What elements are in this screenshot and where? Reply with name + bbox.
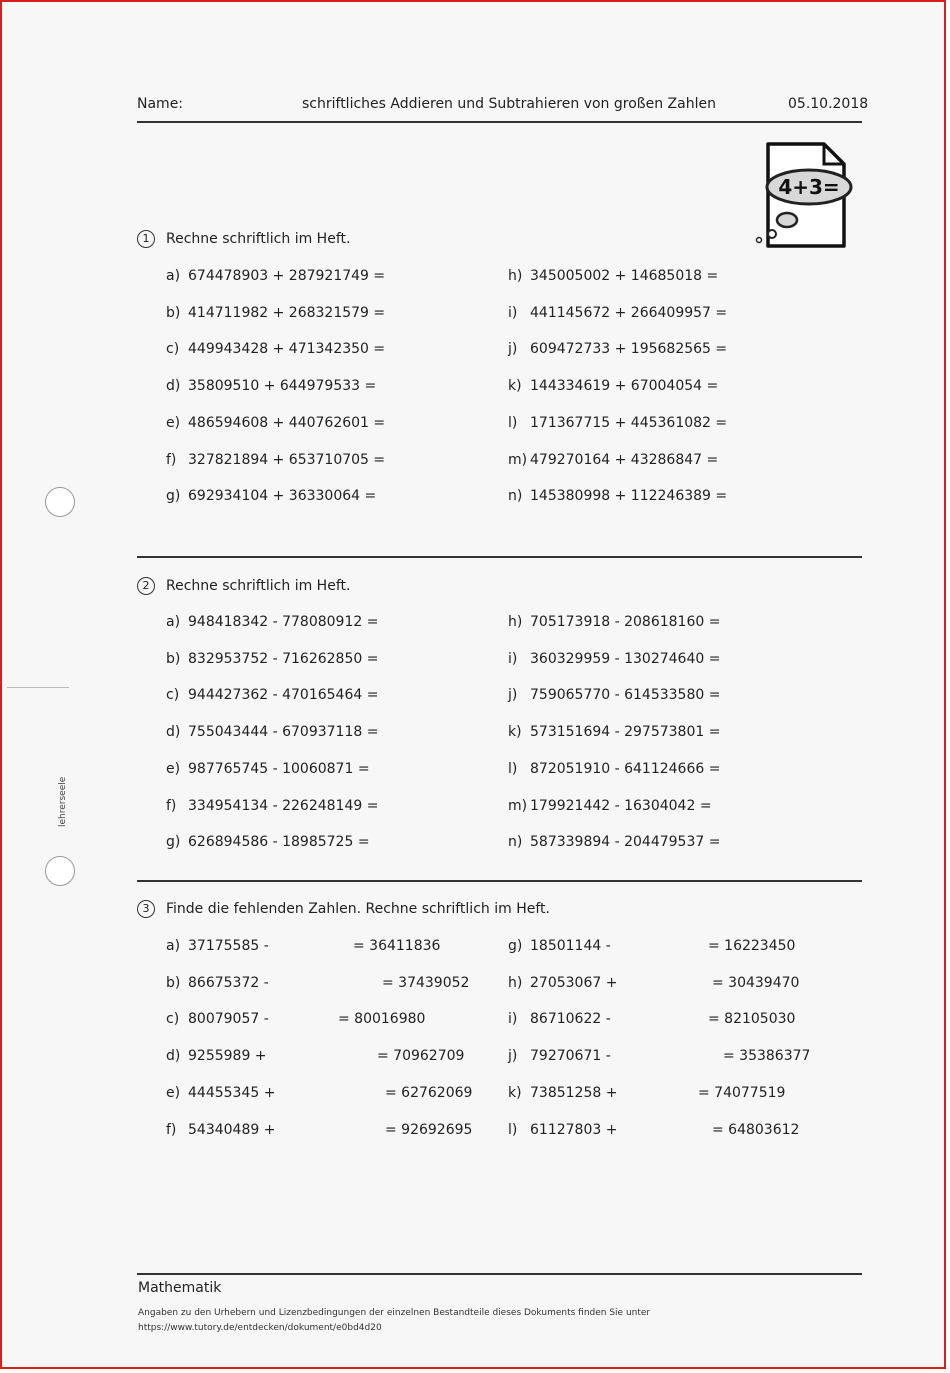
problem-expression: 73851258 + xyxy=(530,1085,618,1101)
task3-problem-right xyxy=(508,1122,617,1138)
problem-expression: 441145672 + 266409957 = xyxy=(530,305,728,321)
problem-result: = 82105030 xyxy=(708,1011,796,1027)
problem-label: m) xyxy=(508,452,528,468)
task-1-heading xyxy=(137,230,350,248)
problem-result: = 92692695 xyxy=(385,1122,473,1138)
footer-subject: Mathematik xyxy=(138,1280,222,1296)
task2-problem-left xyxy=(166,614,378,630)
problem-label: i) xyxy=(508,305,518,321)
problem-label: j) xyxy=(508,1048,518,1064)
problem-expression: 345005002 + 14685018 = xyxy=(530,268,719,284)
problem-expression: 54340489 + xyxy=(188,1122,276,1138)
task1-problem-left xyxy=(166,488,376,504)
problem-expression: 144334619 + 67004054 = xyxy=(530,378,719,394)
footer-rule xyxy=(137,1273,862,1275)
problem-label: n) xyxy=(508,834,523,850)
task3-problem-left xyxy=(166,975,269,991)
problem-result: = 74077519 xyxy=(698,1085,786,1101)
problem-result: = 80016980 xyxy=(338,1011,426,1027)
problem-label: l) xyxy=(508,1122,518,1138)
binder-hole-bottom xyxy=(45,856,75,886)
task3-problem-left xyxy=(166,938,269,954)
task1-problem-left xyxy=(166,452,385,468)
task1-problem-right xyxy=(508,415,727,431)
task3-problem-right xyxy=(508,975,617,991)
problem-expression: 948418342 - 778080912 = xyxy=(188,614,379,630)
task2-problem-left xyxy=(166,761,370,777)
task1-problem-right xyxy=(508,488,727,504)
task2-problem-right xyxy=(508,724,720,740)
problem-expression: 609472733 + 195682565 = xyxy=(530,341,728,357)
problem-label: b) xyxy=(166,975,181,991)
task1-problem-left xyxy=(166,415,385,431)
problem-label: j) xyxy=(508,341,518,357)
task-2-number: 2 xyxy=(137,577,155,595)
problem-expression: 414711982 + 268321579 = xyxy=(188,305,386,321)
problem-result: = 70962709 xyxy=(377,1048,465,1064)
problem-label: d) xyxy=(166,724,181,740)
problem-expression: 44455345 + xyxy=(188,1085,276,1101)
problem-result: = 62762069 xyxy=(385,1085,473,1101)
task-1-number: 1 xyxy=(137,230,155,248)
task3-problem-right xyxy=(508,938,611,954)
problem-label: f) xyxy=(166,798,177,814)
problem-expression: 334954134 - 226248149 = xyxy=(188,798,379,814)
problem-expression: 27053067 + xyxy=(530,975,618,991)
task1-problem-right xyxy=(508,305,727,321)
problem-label: a) xyxy=(166,268,181,284)
name-label: Name: xyxy=(137,96,184,112)
problem-label: k) xyxy=(508,1085,522,1101)
problem-label: g) xyxy=(166,834,181,850)
problem-expression: 9255989 + xyxy=(188,1048,267,1064)
math-sheet-icon xyxy=(754,140,854,252)
task1-problem-left xyxy=(166,378,376,394)
problem-expression: 692934104 + 36330064 = xyxy=(188,488,377,504)
footer-license-url[interactable]: https://www.tutory.de/entdecken/dokument/e0bd4d20 xyxy=(138,1323,382,1333)
task2-problem-left xyxy=(166,798,378,814)
problem-label: f) xyxy=(166,452,177,468)
problem-label: i) xyxy=(508,1011,518,1027)
problem-label: c) xyxy=(166,1011,180,1027)
problem-result: = 36411836 xyxy=(353,938,441,954)
problem-label: d) xyxy=(166,1048,181,1064)
problem-expression: 86710622 - xyxy=(530,1011,611,1027)
problem-label: k) xyxy=(508,724,522,740)
problem-expression: 674478903 + 287921749 = xyxy=(188,268,386,284)
task-1-title: Rechne schriftlich im Heft. xyxy=(166,231,351,247)
problem-result: = 35386377 xyxy=(723,1048,811,1064)
problem-expression: 18501144 - xyxy=(530,938,611,954)
problem-label: h) xyxy=(508,614,523,630)
task3-problem-right xyxy=(508,1011,611,1027)
problem-result: = 64803612 xyxy=(712,1122,800,1138)
problem-label: e) xyxy=(166,415,181,431)
task2-problem-left xyxy=(166,687,378,703)
task2-problem-right xyxy=(508,798,712,814)
problem-expression: 327821894 + 653710705 = xyxy=(188,452,386,468)
problem-label: d) xyxy=(166,378,181,394)
problem-expression: 626894586 - 18985725 = xyxy=(188,834,370,850)
brand-sidebar: lehrerseele xyxy=(58,776,68,827)
problem-label: c) xyxy=(166,341,180,357)
problem-label: l) xyxy=(508,415,518,431)
problem-expression: 944427362 - 470165464 = xyxy=(188,687,379,703)
logo-text: 4+3= xyxy=(778,175,840,199)
problem-expression: 573151694 - 297573801 = xyxy=(530,724,721,740)
section-rule-1 xyxy=(137,556,862,558)
problem-expression: 755043444 - 670937118 = xyxy=(188,724,379,740)
header-rule xyxy=(137,121,862,123)
fold-mark xyxy=(7,687,69,688)
problem-label: e) xyxy=(166,1085,181,1101)
task2-problem-left xyxy=(166,724,378,740)
task2-problem-right xyxy=(508,834,720,850)
problem-expression: 479270164 + 43286847 = xyxy=(530,452,719,468)
task2-problem-right xyxy=(508,761,720,777)
problem-expression: 587339894 - 204479537 = xyxy=(530,834,721,850)
task-2-heading xyxy=(137,577,350,595)
task2-problem-right xyxy=(508,651,720,667)
problem-label: i) xyxy=(508,651,518,667)
problem-expression: 360329959 - 130274640 = xyxy=(530,651,721,667)
task1-problem-right xyxy=(508,452,718,468)
problem-expression: 80079057 - xyxy=(188,1011,269,1027)
problem-result: = 16223450 xyxy=(708,938,796,954)
problem-label: c) xyxy=(166,687,180,703)
task1-problem-right xyxy=(508,378,718,394)
worksheet-date: 05.10.2018 xyxy=(788,96,869,112)
problem-expression: 171367715 + 445361082 = xyxy=(530,415,728,431)
worksheet-title: schriftliches Addieren und Subtrahieren von großen Zahlen xyxy=(302,96,716,112)
problem-expression: 86675372 - xyxy=(188,975,269,991)
task-3-number: 3 xyxy=(137,900,155,918)
problem-label: e) xyxy=(166,761,181,777)
task3-problem-left xyxy=(166,1085,275,1101)
problem-expression: 61127803 + xyxy=(530,1122,618,1138)
task2-problem-left xyxy=(166,834,370,850)
problem-expression: 145380998 + 112246389 = xyxy=(530,488,728,504)
task2-problem-right xyxy=(508,687,720,703)
problem-label: j) xyxy=(508,687,518,703)
problem-result: = 30439470 xyxy=(712,975,800,991)
task2-problem-right xyxy=(508,614,720,630)
task-3-heading xyxy=(137,900,550,918)
task1-problem-right xyxy=(508,341,727,357)
problem-expression: 705173918 - 208618160 = xyxy=(530,614,721,630)
task1-problem-left xyxy=(166,268,385,284)
problem-expression: 37175585 - xyxy=(188,938,269,954)
task3-problem-left xyxy=(166,1011,269,1027)
footer-license-text: Angaben zu den Urhebern und Lizenzbedingungen der einzelnen Bestandteile dieses Dokuments finden Sie unter xyxy=(138,1308,651,1318)
task3-problem-right xyxy=(508,1085,617,1101)
problem-label: m) xyxy=(508,798,528,814)
problem-label: k) xyxy=(508,378,522,394)
section-rule-2 xyxy=(137,880,862,882)
task-2-title: Rechne schriftlich im Heft. xyxy=(166,578,351,594)
problem-expression: 179921442 - 16304042 = xyxy=(530,798,712,814)
problem-expression: 486594608 + 440762601 = xyxy=(188,415,386,431)
problem-expression: 872051910 - 641124666 = xyxy=(530,761,721,777)
problem-expression: 832953752 - 716262850 = xyxy=(188,651,379,667)
problem-label: h) xyxy=(508,268,523,284)
problem-label: n) xyxy=(508,488,523,504)
problem-expression: 987765745 - 10060871 = xyxy=(188,761,370,777)
problem-result: = 37439052 xyxy=(382,975,470,991)
task3-problem-left xyxy=(166,1048,267,1064)
problem-label: f) xyxy=(166,1122,177,1138)
task2-problem-left xyxy=(166,651,378,667)
problem-label: g) xyxy=(508,938,523,954)
task1-problem-right xyxy=(508,268,718,284)
problem-expression: 449943428 + 471342350 = xyxy=(188,341,386,357)
problem-expression: 35809510 + 644979533 = xyxy=(188,378,377,394)
task1-problem-left xyxy=(166,341,385,357)
problem-label: a) xyxy=(166,938,181,954)
problem-label: g) xyxy=(166,488,181,504)
footer-license-note xyxy=(138,1306,698,1336)
problem-label: b) xyxy=(166,305,181,321)
problem-label: l) xyxy=(508,761,518,777)
problem-label: a) xyxy=(166,614,181,630)
problem-expression: 79270671 - xyxy=(530,1048,611,1064)
problem-label: h) xyxy=(508,975,523,991)
problem-label: b) xyxy=(166,651,181,667)
task3-problem-right xyxy=(508,1048,611,1064)
task-3-title: Finde die fehlenden Zahlen. Rechne schriftlich im Heft. xyxy=(166,901,550,917)
task1-problem-left xyxy=(166,305,385,321)
task3-problem-left xyxy=(166,1122,275,1138)
binder-hole-top xyxy=(45,487,75,517)
problem-expression: 759065770 - 614533580 = xyxy=(530,687,721,703)
